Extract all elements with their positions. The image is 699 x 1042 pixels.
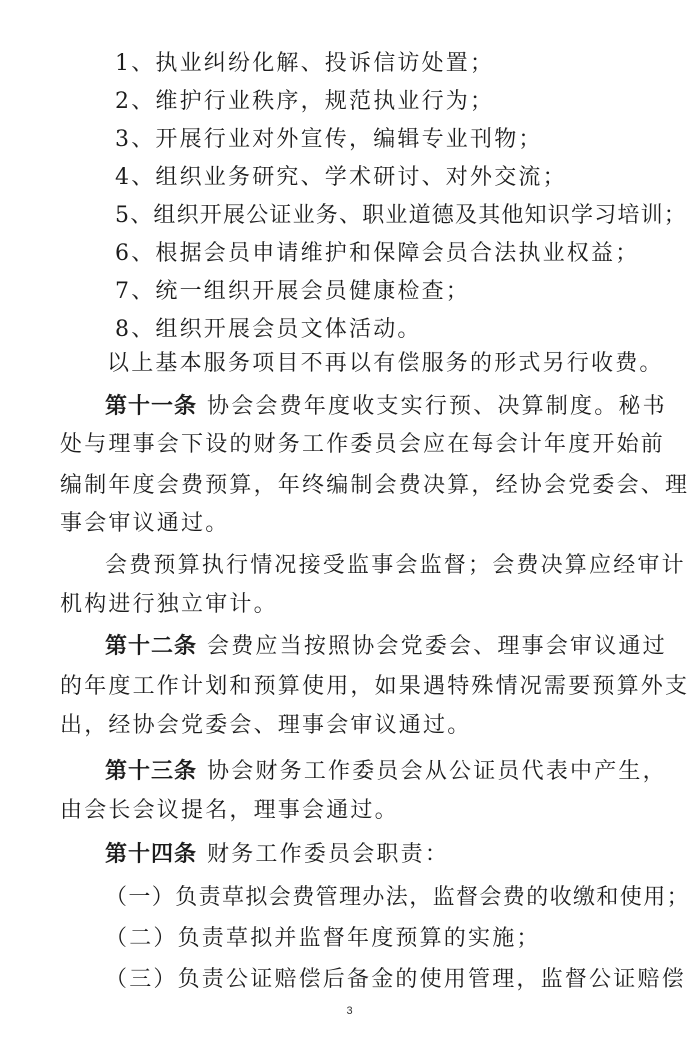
service-item-4: 4、组织业务研究、学术研讨、对外交流；	[115, 165, 567, 190]
article-14-item-2: （二）负责草拟并监督年度预算的实施；	[105, 926, 541, 951]
article-14-text: 财务工作委员会职责：	[207, 842, 450, 867]
services-note: 以上基本服务项目不再以有偿服务的形式另行收费。	[107, 351, 664, 376]
article-14-heading: 第十四条	[105, 842, 198, 867]
article-13-heading: 第十三条	[105, 759, 198, 784]
article-12-line-2: 的年度工作计划和预算使用，如果遇特殊情况需要预算外支	[60, 674, 690, 699]
article-11-text: 协会会费年度收支实行预、决算制度。秘书	[207, 394, 667, 419]
service-item-7: 7、统一组织开展会员健康检查；	[115, 279, 470, 304]
page-number: 3	[346, 1005, 353, 1017]
article-14-item-3: （三）负责公证赔偿后备金的使用管理，监督公证赔偿	[105, 967, 686, 992]
article-14-item-1: （一）负责草拟会费管理办法，监督会费的收缴和使用；	[105, 885, 691, 910]
service-item-1: 1、执业纠纷化解、投诉信访处置；	[115, 51, 495, 76]
article-12-line-3: 出，经协会党委会、理事会审议通过。	[60, 713, 472, 738]
article-13-line-1	[105, 758, 667, 786]
article-11-para2-line-2: 机构进行独立审计。	[60, 592, 278, 617]
service-item-5: 5、组织开展公证业务、职业道德及其他知识学习培训；	[115, 203, 687, 228]
article-12-heading: 第十二条	[105, 634, 198, 659]
article-13-line-2: 由会长会议提名，理事会通过。	[60, 798, 399, 823]
article-11-para2-line-1: 会费预算执行情况接受监事会监督；会费决算应经审计	[105, 553, 686, 578]
article-13-text: 协会财务工作委员会从公证员代表中产生，	[207, 759, 667, 784]
article-11-line-2: 处与理事会下设的财务工作委员会应在每会计年度开始前	[60, 432, 666, 457]
article-14-line-1	[105, 841, 449, 869]
article-12-line-1	[105, 633, 667, 661]
article-11-line-3: 编制年度会费预算，年终编制会费决算，经协会党委会、理	[60, 473, 690, 498]
article-11-line-1	[105, 393, 667, 421]
article-12-text: 会费应当按照协会党委会、理事会审议通过	[207, 634, 667, 659]
article-11-heading: 第十一条	[105, 394, 198, 419]
service-item-6: 6、根据会员申请维护和保障会员合法执业权益；	[115, 241, 640, 266]
service-item-2: 2、维护行业秩序，规范执业行为；	[115, 89, 495, 114]
article-11-line-4: 事会审议通过。	[60, 511, 230, 536]
service-item-3: 3、开展行业对外宣传，编辑专业刊物；	[115, 127, 543, 152]
service-item-8: 8、组织开展会员文体活动。	[115, 317, 422, 342]
